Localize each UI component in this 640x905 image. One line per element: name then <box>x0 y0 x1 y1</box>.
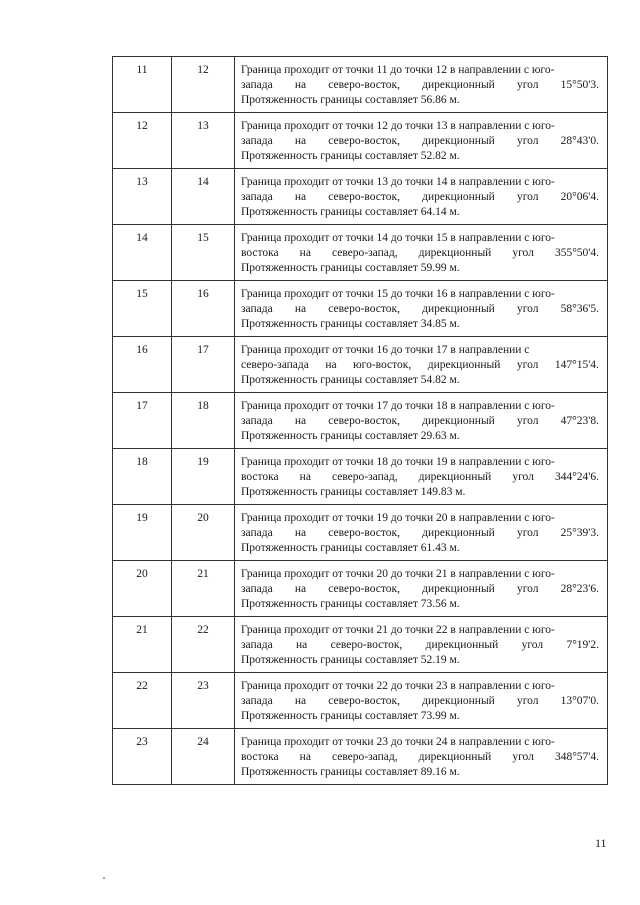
length-line: Протяженность границы составляет 64.14 м. <box>241 206 460 218</box>
point-to-cell: 16 <box>172 281 235 337</box>
point-from-cell: 19 <box>113 505 172 561</box>
direction-line <box>241 582 599 597</box>
table-row <box>113 337 608 393</box>
direction-word: угол <box>516 415 539 427</box>
description-line: Граница проходит от точки 20 до точки 21 в направлении с юго- <box>241 568 555 580</box>
direction-word: дирекционный <box>422 135 495 147</box>
point-from-cell: 18 <box>113 449 172 505</box>
description-line: Граница проходит от точки 15 до точки 16 в направлении с юго- <box>241 288 555 300</box>
point-to-cell: 13 <box>172 113 235 169</box>
direction-word: 20°06'4. <box>560 191 599 203</box>
direction-word: угол <box>516 191 539 203</box>
direction-line <box>241 414 599 429</box>
direction-line <box>241 694 599 709</box>
direction-line <box>241 638 599 653</box>
direction-word: на <box>294 135 307 147</box>
direction-word: запада <box>241 639 273 651</box>
direction-word: востока <box>241 247 279 259</box>
direction-word: на <box>294 583 307 595</box>
table-row <box>113 729 608 785</box>
direction-word: угол <box>516 303 539 315</box>
direction-word: северо-восток, <box>328 695 400 707</box>
table-row <box>113 169 608 225</box>
direction-word: запада <box>241 415 273 427</box>
description-line: Граница проходит от точки 21 до точки 22 в направлении с юго- <box>241 624 555 636</box>
point-from-cell: 15 <box>113 281 172 337</box>
boundary-table-body <box>113 57 608 785</box>
direction-word: угол <box>516 695 539 707</box>
length-line: Протяженность границы составляет 29.63 м. <box>241 430 460 442</box>
direction-word: на <box>294 527 307 539</box>
direction-word: на <box>299 751 311 763</box>
direction-word: дирекционный <box>422 415 495 427</box>
length-line: Протяженность границы составляет 149.83 м. <box>241 486 466 498</box>
direction-word: северо-восток, <box>328 527 400 539</box>
length-line: Протяженность границы составляет 73.56 м. <box>241 598 460 610</box>
description-line: Граница проходит от точки 14 до точки 15 в направлении с юго- <box>241 232 555 244</box>
direction-line <box>241 526 599 541</box>
direction-word: 348°57'4. <box>554 751 599 763</box>
direction-word: на <box>294 191 307 203</box>
direction-word: запада <box>241 303 273 315</box>
direction-word: на <box>299 247 311 259</box>
direction-word: угол <box>516 79 539 91</box>
boundary-description-cell <box>235 337 608 393</box>
direction-word: 344°24'6. <box>554 471 599 483</box>
direction-line <box>241 78 599 93</box>
table-row <box>113 113 608 169</box>
direction-word: дирекционный <box>422 303 495 315</box>
direction-word: угол <box>516 527 539 539</box>
table-row <box>113 617 608 673</box>
description-line: Граница проходит от точки 23 до точки 24 в направлении с юго- <box>241 736 555 748</box>
direction-word: дирекционный <box>418 751 492 763</box>
point-to-cell: 15 <box>172 225 235 281</box>
description-line: Граница проходит от точки 18 до точки 19 в направлении с юго- <box>241 456 555 468</box>
direction-word: северо-восток, <box>328 303 400 315</box>
point-to-cell: 17 <box>172 337 235 393</box>
boundary-description-cell <box>235 169 608 225</box>
point-from-cell: 21 <box>113 617 172 673</box>
direction-word: дирекционный <box>422 79 495 91</box>
point-to-cell: 22 <box>172 617 235 673</box>
boundary-description-cell <box>235 673 608 729</box>
table-row <box>113 449 608 505</box>
table-row <box>113 57 608 113</box>
direction-word: дирекционный <box>422 527 495 539</box>
direction-word: на <box>294 79 307 91</box>
direction-word: северо-восток, <box>330 639 403 651</box>
point-from-cell: 22 <box>113 673 172 729</box>
direction-word: северо-восток, <box>328 415 400 427</box>
direction-line <box>241 302 599 317</box>
length-line: Протяженность границы составляет 89.16 м. <box>241 766 460 778</box>
description-line: Граница проходит от точки 22 до точки 23 в направлении с юго- <box>241 680 555 692</box>
length-line: Протяженность границы составляет 61.43 м. <box>241 542 460 554</box>
direction-line <box>241 134 599 149</box>
boundary-description-cell <box>235 617 608 673</box>
direction-word: востока <box>241 471 279 483</box>
direction-line <box>241 358 599 373</box>
direction-word: 25°39'3. <box>560 527 599 539</box>
description-line: Граница проходит от точки 17 до точки 18 в направлении с юго- <box>241 400 555 412</box>
point-to-cell: 24 <box>172 729 235 785</box>
point-from-cell: 11 <box>113 57 172 113</box>
direction-word: северо-восток, <box>328 583 400 595</box>
point-from-cell: 12 <box>113 113 172 169</box>
direction-line <box>241 190 599 205</box>
point-to-cell: 18 <box>172 393 235 449</box>
description-line: Граница проходит от точки 16 до точки 17 в направлении с <box>241 344 530 356</box>
table-row <box>113 281 608 337</box>
description-line: Граница проходит от точки 11 до точки 12 в направлении с юго- <box>241 64 555 76</box>
direction-word: 147°15'4. <box>554 359 599 371</box>
boundary-description-cell <box>235 729 608 785</box>
length-line: Протяженность границы составляет 73.99 м. <box>241 710 460 722</box>
direction-line <box>241 246 599 261</box>
boundary-description-cell <box>235 57 608 113</box>
direction-line <box>241 470 599 485</box>
direction-word: 47°23'8. <box>560 415 599 427</box>
direction-word: 15°50'3. <box>560 79 599 91</box>
length-line: Протяженность границы составляет 54.82 м. <box>241 374 460 386</box>
direction-word: дирекционный <box>427 359 501 371</box>
direction-word: угол <box>516 135 539 147</box>
direction-word: на <box>294 695 307 707</box>
direction-word: 58°36'5. <box>560 303 599 315</box>
point-from-cell: 16 <box>113 337 172 393</box>
direction-word: северо-восток, <box>328 79 400 91</box>
boundary-description-cell <box>235 225 608 281</box>
page-number: 11 <box>595 836 607 850</box>
description-line: Граница проходит от точки 13 до точки 14 в направлении с юго- <box>241 176 555 188</box>
boundary-description-cell <box>235 449 608 505</box>
direction-word: запада <box>241 695 273 707</box>
point-from-cell: 13 <box>113 169 172 225</box>
point-from-cell: 17 <box>113 393 172 449</box>
direction-word: юго-восток, <box>353 359 412 371</box>
direction-word: на <box>299 471 311 483</box>
point-to-cell: 19 <box>172 449 235 505</box>
point-from-cell: 20 <box>113 561 172 617</box>
direction-word: на <box>294 303 307 315</box>
direction-word: запада <box>241 135 273 147</box>
direction-word: северо-восток, <box>328 191 400 203</box>
boundary-description-cell <box>235 505 608 561</box>
point-to-cell: 14 <box>172 169 235 225</box>
boundary-description-cell <box>235 113 608 169</box>
direction-word: дирекционный <box>422 695 495 707</box>
table-row <box>113 505 608 561</box>
direction-word: запада <box>241 583 273 595</box>
description-line: Граница проходит от точки 12 до точки 13 в направлении с юго- <box>241 120 555 132</box>
direction-word: северо-запада <box>241 359 309 371</box>
direction-word: 28°43'0. <box>560 135 599 147</box>
direction-word: северо-запад, <box>331 247 398 259</box>
direction-line <box>241 750 599 765</box>
length-line: Протяженность границы составляет 52.82 м. <box>241 150 460 162</box>
direction-word: на <box>325 359 337 371</box>
length-line: Протяженность границы составляет 34.85 м. <box>241 318 460 330</box>
scan-artifact <box>103 877 105 879</box>
direction-word: северо-запад, <box>331 471 398 483</box>
direction-word: востока <box>241 751 279 763</box>
direction-word: дирекционный <box>418 247 492 259</box>
direction-word: запада <box>241 527 273 539</box>
point-to-cell: 20 <box>172 505 235 561</box>
table-row <box>113 393 608 449</box>
direction-word: 13°07'0. <box>560 695 599 707</box>
direction-word: дирекционный <box>418 471 492 483</box>
direction-word: на <box>294 415 307 427</box>
direction-word: запада <box>241 191 273 203</box>
direction-word: 7°19'2. <box>566 639 599 651</box>
point-to-cell: 12 <box>172 57 235 113</box>
description-line: Граница проходит от точки 19 до точки 20 в направлении с юго- <box>241 512 555 524</box>
direction-word: угол <box>512 751 534 763</box>
direction-word: угол <box>512 247 534 259</box>
boundary-description-cell <box>235 561 608 617</box>
length-line: Протяженность границы составляет 52.19 м. <box>241 654 460 666</box>
direction-word: угол <box>521 639 544 651</box>
direction-word: дирекционный <box>425 639 499 651</box>
direction-word: запада <box>241 79 273 91</box>
length-line: Протяженность границы составляет 59.99 м. <box>241 262 460 274</box>
length-line: Протяженность границы составляет 56.86 м. <box>241 94 460 106</box>
direction-word: 355°50'4. <box>554 247 599 259</box>
direction-word: на <box>296 639 308 651</box>
point-to-cell: 23 <box>172 673 235 729</box>
direction-word: дирекционный <box>422 583 495 595</box>
table-row <box>113 561 608 617</box>
direction-word: дирекционный <box>422 191 495 203</box>
boundary-table <box>112 56 608 785</box>
table-row <box>113 225 608 281</box>
boundary-description-cell <box>235 281 608 337</box>
table-row <box>113 673 608 729</box>
direction-word: угол <box>512 471 534 483</box>
direction-word: 28°23'6. <box>560 583 599 595</box>
direction-word: северо-восток, <box>328 135 400 147</box>
direction-word: угол <box>516 359 539 371</box>
point-from-cell: 23 <box>113 729 172 785</box>
boundary-description-cell <box>235 393 608 449</box>
point-to-cell: 21 <box>172 561 235 617</box>
direction-word: северо-запад, <box>331 751 398 763</box>
point-from-cell: 14 <box>113 225 172 281</box>
direction-word: угол <box>516 583 539 595</box>
